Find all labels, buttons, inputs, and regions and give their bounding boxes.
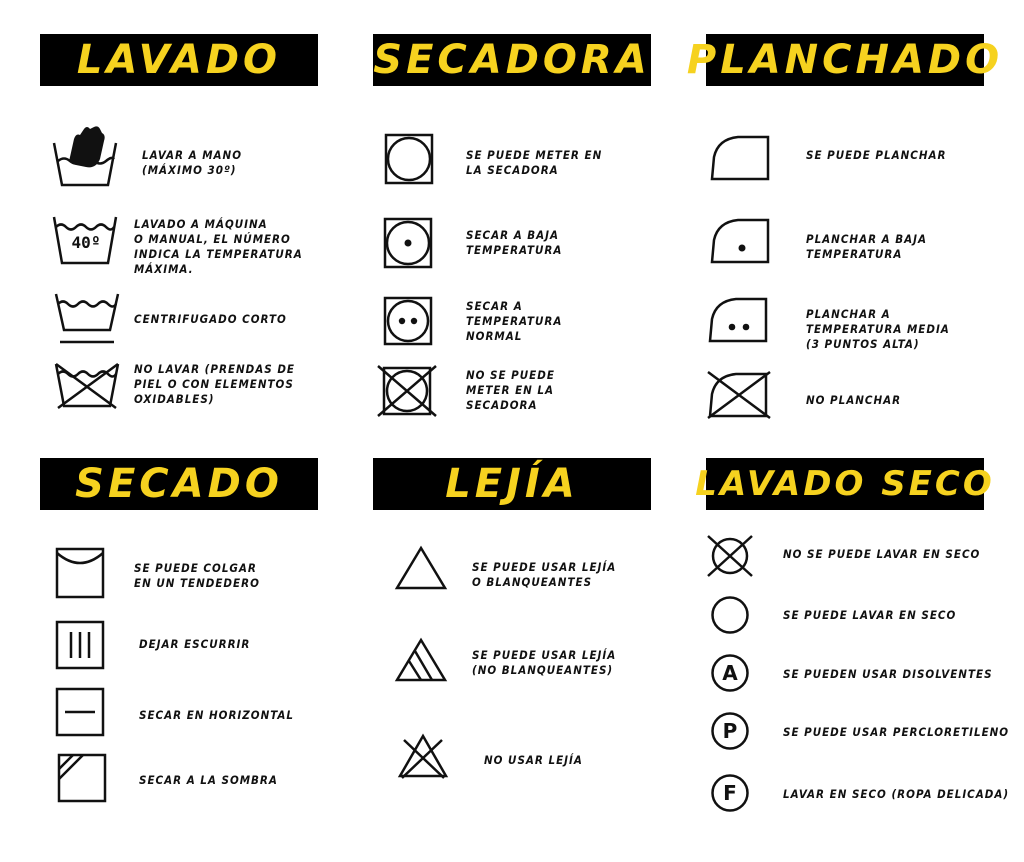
wash-temperature-text: 40º <box>71 233 101 252</box>
drip-dry-icon <box>55 620 105 670</box>
header-lejia <box>373 458 651 510</box>
non-chlorine-bleach-icon <box>394 637 448 683</box>
dry-clean-f-icon <box>709 772 751 814</box>
header-lejia-title: LEJÍA <box>445 461 579 507</box>
do-not-dry-clean-icon <box>704 534 756 578</box>
lavado-item-3-label: CENTRIFUGADO CORTO <box>134 312 287 326</box>
secadora-item-4-label: NO SE PUEDE METER EN LA SECADORA <box>466 368 555 412</box>
dry-in-shade-icon <box>57 753 107 803</box>
dry-clean-a-letter: A <box>722 661 738 685</box>
header-planchado-title: PLANCHADO <box>686 37 1004 83</box>
tumble-dry-low-icon <box>383 217 433 269</box>
lavado-seco-item-3-label: SE PUEDEN USAR DISOLVENTES <box>783 667 993 681</box>
lejia-item-3-label: NO USAR LEJÍA <box>484 753 583 767</box>
tumble-dry-icon <box>384 133 434 185</box>
lejia-item-2-label: SE PUEDE USAR LEJÍA (NO BLANQUEANTES) <box>472 648 617 677</box>
iron-icon <box>708 133 772 183</box>
secado-item-4-label: SECAR A LA SOMBRA <box>139 773 278 787</box>
planchado-item-4-label: NO PLANCHAR <box>806 393 902 407</box>
do-not-tumble-dry-icon <box>376 364 438 418</box>
secado-item-1-label: SE PUEDE COLGAR EN UN TENDEDERO <box>134 561 260 590</box>
secado-item-3-label: SECAR EN HORIZONTAL <box>139 708 295 722</box>
tumble-dry-normal-icon <box>383 296 433 346</box>
lavado-item-4-label: NO LAVAR (PRENDAS DE PIEL O CON ELEMENTOS OXIDABLES) <box>134 362 295 406</box>
secadora-item-3-label: SECAR A TEMPERATURA NORMAL <box>466 299 563 343</box>
do-not-iron-icon <box>704 368 772 422</box>
line-dry-icon <box>55 547 105 599</box>
lavado-item-2-label: LAVADO A MÁQUINA O MANUAL, EL NÚMERO INDICA LA TEMPERATURA MÁXIMA. <box>134 217 303 276</box>
dry-clean-p-letter: P <box>722 719 738 743</box>
dry-clean-f-letter: F <box>723 781 737 805</box>
header-lavado-title: LAVADO <box>76 37 282 83</box>
lavado-seco-item-1-label: NO SE PUEDE LAVAR EN SECO <box>783 547 981 561</box>
do-not-wash-icon <box>52 360 122 412</box>
lejia-item-1-label: SE PUEDE USAR LEJÍA O BLANQUEANTES <box>472 560 617 589</box>
dry-clean-a-icon <box>709 652 751 694</box>
header-lavado-seco-title: LAVADO SECO <box>695 464 995 504</box>
header-planchado <box>686 34 1004 86</box>
header-secado-title: SECADO <box>75 461 283 507</box>
dry-flat-icon <box>55 687 105 737</box>
header-secado <box>40 458 318 510</box>
lavado-seco-item-2-label: SE PUEDE LAVAR EN SECO <box>783 608 957 622</box>
lavado-item-1-label: LAVAR A MANO (MÁXIMO 30º) <box>142 148 242 177</box>
lavado-seco-item-5-label: LAVAR EN SECO (ROPA DELICADA) <box>783 787 1010 801</box>
hand-wash-icon <box>50 125 120 191</box>
header-lavado <box>40 34 318 86</box>
dry-clean-p-icon <box>709 710 751 752</box>
header-secadora-title: SECADORA <box>373 37 651 83</box>
iron-medium-icon <box>706 295 770 345</box>
planchado-item-1-label: SE PUEDE PLANCHAR <box>806 148 947 162</box>
secadora-item-2-label: SECAR A BAJA TEMPERATURA <box>466 228 563 257</box>
planchado-item-3-label: PLANCHAR A TEMPERATURA MEDIA (3 PUNTOS ALTA) <box>806 307 950 351</box>
planchado-item-2-label: PLANCHAR A BAJA TEMPERATURA <box>806 232 928 261</box>
gentle-spin-icon <box>52 290 122 346</box>
secadora-item-1-label: SE PUEDE METER EN LA SECADORA <box>466 148 603 177</box>
iron-low-icon <box>708 216 772 266</box>
lavado-seco-item-4-label: SE PUEDE USAR PERCLORETILENO <box>783 725 1010 739</box>
do-not-bleach-icon <box>396 732 450 780</box>
machine-wash-40-icon <box>50 213 120 269</box>
header-secadora <box>373 34 651 86</box>
bleach-icon <box>394 545 448 591</box>
dry-clean-icon <box>709 594 751 636</box>
secado-item-2-label: DEJAR ESCURRIR <box>139 637 251 651</box>
header-lavado-seco <box>695 458 995 510</box>
